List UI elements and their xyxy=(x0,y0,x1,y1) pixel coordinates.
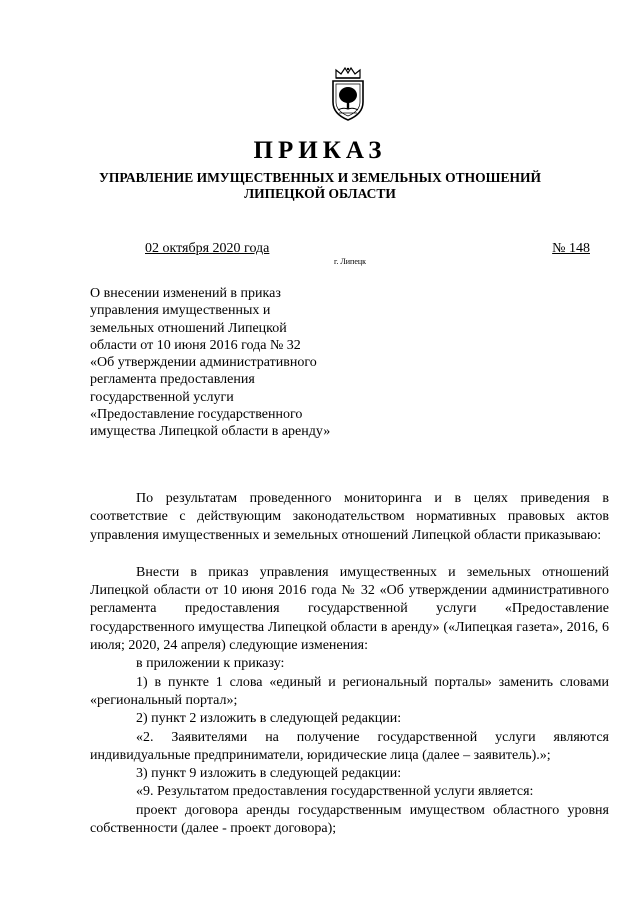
body-paragraph-annex: в приложении к приказу: xyxy=(136,656,285,672)
order-subject xyxy=(90,285,390,441)
subject-line: управления имущественных и xyxy=(90,303,271,319)
body-paragraph-preamble: По результатам проведенного мониторинга и в целях приведения в соответствие с действующим законодательством нормативных правовых актов управления имущественных и земельных отношений Липецкой области приказываю: xyxy=(90,491,609,543)
subject-line: регламента предоставления xyxy=(90,372,255,388)
order-body xyxy=(90,490,609,838)
subject-line: области от 10 июня 2016 года № 32 xyxy=(90,337,301,353)
coat-of-arms-icon xyxy=(327,66,369,122)
subject-line: О внесении изменений в приказ xyxy=(90,286,281,301)
body-paragraph-resolution: Внести в приказ управления имущественных и земельных отношений Липецкой области от 10 июня 2016 года № 32 «Об утверждении административного регламента предоставления государственной услуги «Предоставление государственного имущества Липецкой области в аренду» («Липецкая газета», 2016, 6 июля; 2020, 24 апреля) следующие изменения: xyxy=(90,564,609,654)
body-paragraph-item-2: 2) пункт 2 изложить в следующей редакции: xyxy=(136,711,402,727)
order-date: 02 октября 2020 года xyxy=(145,241,270,256)
order-number: № 148 xyxy=(552,241,590,256)
body-paragraph-item-9-text: «9. Результатом предоставления государственной услуги является: xyxy=(136,784,534,800)
subject-line: земельных отношений Липецкой xyxy=(90,320,287,336)
subject-line: имущества Липецкой области в аренду» xyxy=(90,424,331,440)
subject-line: «Об утверждении административного xyxy=(90,355,317,371)
body-paragraph-item-1: 1) в пункте 1 слова «единый и региональный порталы» заменить словами «региональный портал»; xyxy=(90,674,609,708)
body-paragraph-item-2-text: «2. Заявителями на получение государственной услуги являются индивидуальные предприниматели, юридические лица (далее – заявитель).»; xyxy=(90,729,609,763)
subject-line: государственной услуги xyxy=(90,389,234,405)
organization-name xyxy=(0,170,640,202)
document-title: ПРИКАЗ xyxy=(253,137,387,164)
subject-line: «Предоставление государственного xyxy=(90,407,303,423)
organization-name-line-2: ЛИПЕЦКОЙ ОБЛАСТИ xyxy=(244,186,396,201)
body-paragraph-item-3: 3) пункт 9 изложить в следующей редакции: xyxy=(136,766,402,782)
organization-name-line-1: УПРАВЛЕНИЕ ИМУЩЕСТВЕННЫХ И ЗЕМЕЛЬНЫХ ОТНОШЕНИЙ xyxy=(98,170,541,185)
city-label: г. Липецк xyxy=(333,257,367,266)
body-paragraph-item-9-result: проект договора аренды государственным имуществом областного уровня собственности (далее - проект договора); xyxy=(90,802,609,837)
